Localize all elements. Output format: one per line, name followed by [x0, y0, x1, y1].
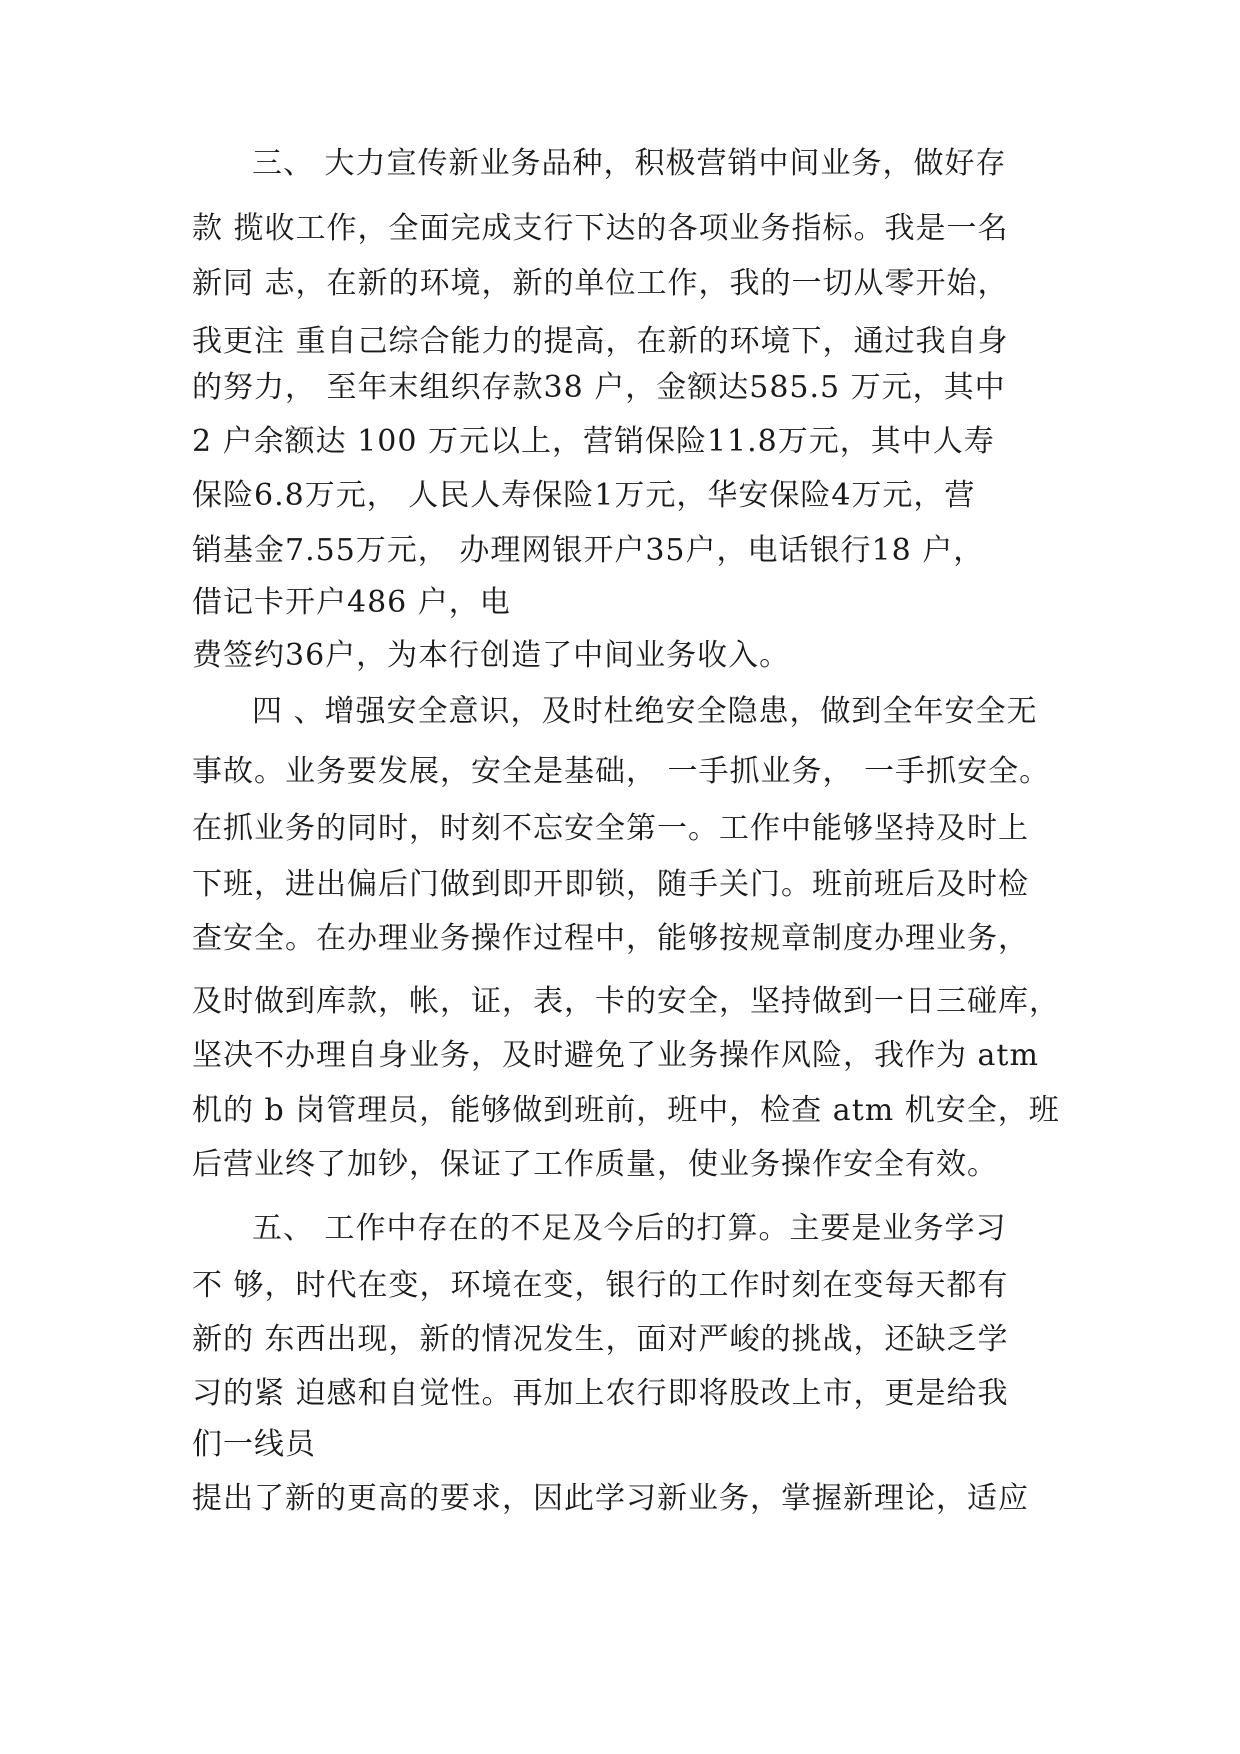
paragraph-4-line-6: 及时做到库款，帐，证，表，卡的安全，坚持做到一日三碰库，: [192, 984, 1060, 1019]
paragraph-3-line-3: 新同 志，在新的环境，新的单位工作，我的一切从零开始，: [192, 266, 1009, 301]
paragraph-5-line-2: 不 够，时代在变，环境在变，银行的工作时刻在变每天都有: [192, 1268, 1009, 1303]
paragraph-4-line-9: 后营业终了加钞，保证了工作质量，使业务操作安全有效。: [192, 1147, 998, 1182]
paragraph-3-line-10: 费签约36户，为本行创造了中间业务收入。: [192, 638, 791, 673]
paragraph-3-line-7: 保险6.8万元， 人民人寿保险1万元，华安保险4万元，营: [192, 478, 976, 513]
paragraph-4-line-3: 在抓业务的同时，时刻不忘安全第一。工作中能够坚持及时上: [192, 811, 1029, 846]
paragraph-5-line-6: 提出了新的更高的要求，因此学习新业务，掌握新理论，适应: [192, 1481, 1029, 1516]
paragraph-5-line-5: 们一线员: [192, 1427, 316, 1462]
paragraph-5-line-1: 五、 工作中存在的不足及今后的打算。主要是业务学习: [252, 1211, 1007, 1246]
paragraph-3-line-2: 款 揽收工作，全面完成支行下达的各项业务指标。我是一名: [192, 211, 1009, 246]
paragraph-3-line-6: 2 户余额达 100 万元以上，营销保险11.8万元，其中人寿: [192, 424, 995, 459]
paragraph-5-line-3: 新的 东西出现，新的情况发生，面对严峻的挑战，还缺乏学: [192, 1322, 1009, 1357]
paragraph-3-line-1: 三、 大力宣传新业务品种，积极营销中间业务，做好存: [252, 146, 1007, 181]
paragraph-4-line-1: 四 、增强安全意识，及时杜绝安全隐患，做到全年安全无: [252, 694, 1038, 729]
paragraph-3-line-8: 销基金7.55万元， 办理网银开户35户，电话银行18 户，: [192, 533, 985, 568]
paragraph-4-line-8: 机的 b 岗管理员，能够做到班前，班中，检查 atm 机安全，班: [192, 1093, 1060, 1128]
paragraph-5-line-4: 习的紧 迫感和自觉性。再加上农行即将股改上市，更是给我: [192, 1376, 1009, 1411]
paragraph-4-line-4: 下班，进出偏后门做到即开即锁，随手关门。班前班后及时检: [192, 867, 1029, 902]
paragraph-4-line-5: 查安全。在办理业务操作过程中，能够按规章制度办理业务，: [192, 921, 1029, 956]
paragraph-3-line-9: 借记卡开户486 户，电: [192, 585, 511, 620]
paragraph-3-line-4: 我更注 重自己综合能力的提高，在新的环境下，通过我自身: [192, 324, 1009, 359]
paragraph-3-line-5: 的努力， 至年末组织存款38 户，金额达585.5 万元，其中: [192, 370, 1006, 405]
paragraph-4-line-2: 事故。业务要发展，安全是基础， 一手抓业务， 一手抓安全。: [192, 754, 1051, 789]
paragraph-4-line-7: 坚决不办理自身业务，及时避免了业务操作风险，我作为 atm: [192, 1038, 1039, 1073]
